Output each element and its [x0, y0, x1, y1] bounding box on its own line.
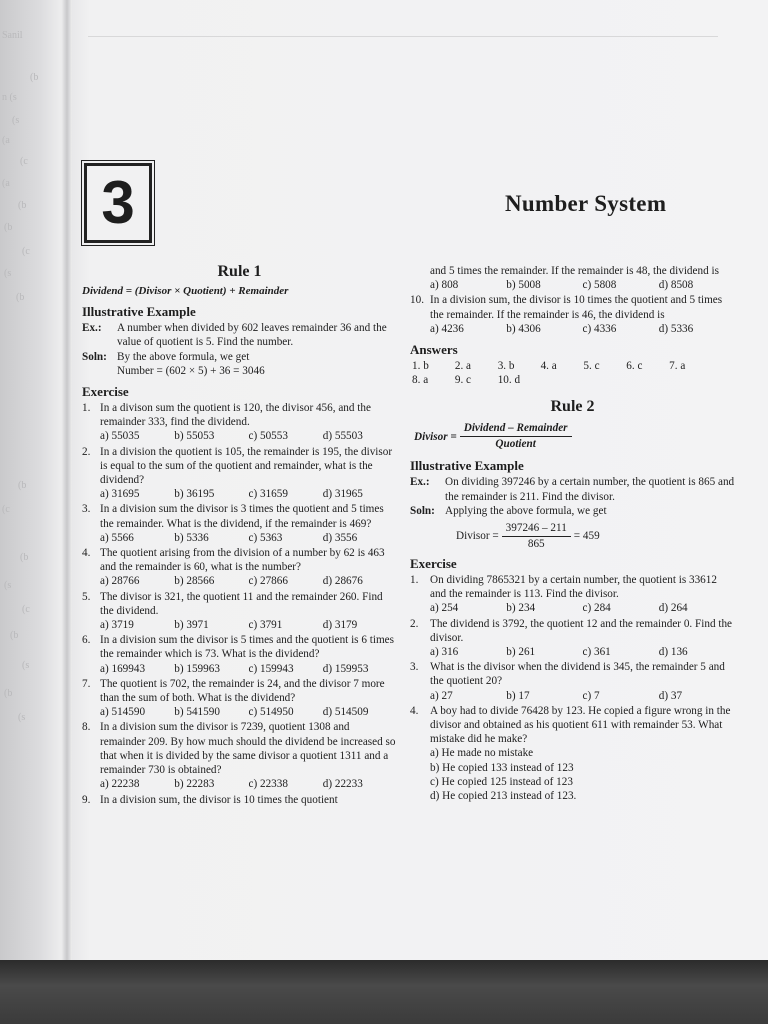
question-text: In a division sum the divisor is 5 times and the quotient is 6 times the remainder which is 73. What is the dividend? [100, 634, 394, 661]
question-number: 8. [82, 721, 91, 734]
question-text: In a divison sum the quotient is 120, the divisor 456, and the remainder 333, find the dividend. [100, 402, 371, 429]
formula-lhs: Divisor = [414, 430, 457, 443]
question-options [82, 705, 397, 719]
option: c) 514950 [248, 706, 294, 719]
option: a) 28766 [100, 575, 140, 588]
soln-text: By the above formula, we get [117, 350, 250, 363]
question-text: In a division sum, the divisor is 10 times the quotient [100, 793, 338, 806]
rule2-title: Rule 2 [550, 398, 595, 416]
question-number: 3. [410, 661, 419, 674]
calc-lhs: Divisor = [456, 530, 499, 543]
answer-item: 6. c [626, 360, 643, 373]
q9-options [410, 278, 735, 292]
option: b) 5008 [506, 279, 541, 292]
soln-label: Soln: [410, 504, 435, 517]
question-number: 2. [410, 617, 419, 630]
answer-item: 4. a [540, 360, 557, 373]
ex-label: Ex.: [82, 322, 102, 335]
option: c) 22338 [248, 778, 288, 791]
rule2-example-heading: Illustrative Example [410, 458, 524, 474]
option: a) 27 [430, 689, 453, 702]
option: b) 36195 [174, 488, 215, 501]
right-column [410, 264, 735, 803]
question-options [410, 645, 735, 659]
exercise-question [82, 633, 397, 661]
rule2-q4-options [410, 746, 735, 803]
option: a) 254 [430, 602, 459, 615]
question-options [410, 601, 735, 615]
question-number: 9. [82, 793, 91, 806]
rule1-solution [82, 350, 397, 364]
rule2-exercise-list [410, 573, 735, 746]
rule1-formula: Dividend = (Divisor × Quotient) + Remainder [82, 285, 289, 297]
question-number: 1. [82, 402, 91, 415]
option: d) 37 [658, 689, 683, 702]
question-options [82, 777, 397, 791]
option: c) He copied 125 instead of 123 [430, 775, 573, 788]
formula-numerator: Dividend – Remainder [460, 421, 572, 437]
answer-item: 9. c [454, 374, 471, 387]
exercise-question [410, 617, 735, 645]
option: c) 31659 [248, 488, 288, 501]
option: a) 4236 [430, 322, 464, 335]
question-options [82, 662, 397, 676]
option: b) 22283 [174, 778, 215, 791]
question-number: 10. [410, 294, 424, 307]
option: a) 22238 [100, 778, 140, 791]
option: c) 284 [582, 602, 611, 615]
option: b) He copied 133 instead of 123 [430, 761, 574, 774]
ex-text: A number when divided by 602 leaves remainder 36 and the value of quotient is 5. Find the number. [117, 322, 387, 349]
exercise-question [410, 704, 735, 747]
ex-label: Ex.: [410, 476, 430, 489]
answers-grid [410, 359, 712, 387]
option: a) 31695 [100, 488, 140, 501]
rule2-formula [410, 421, 735, 452]
option: b) 261 [506, 646, 536, 659]
question-number: 2. [82, 445, 91, 458]
exercise-question [410, 660, 735, 688]
question-text: In a division sum, the divisor is 10 times the quotient and 5 times the remainder. If the remainder is 46, the dividend is [430, 294, 723, 321]
option: b) 55053 [174, 430, 215, 443]
option: a) 3719 [100, 619, 134, 632]
question-text: In a division sum the divisor is 3 times the quotient and 5 times the remainder. What is the dividend, if the remainder is 469? [100, 503, 384, 530]
question-options [82, 487, 397, 501]
question-number: 4. [410, 704, 419, 717]
option: c) 3791 [248, 619, 283, 632]
option: a) 169943 [100, 662, 146, 675]
question-text: In a division the quotient is 105, the remainder is 195, the divisor is equal to the sum of the quotient and remainder, what is the dividend? [100, 445, 393, 487]
rule1-title: Rule 1 [217, 263, 262, 280]
rule1-example-heading: Illustrative Example [82, 304, 196, 320]
exercise-question [410, 573, 735, 601]
rule1-example [82, 321, 397, 349]
option: d) 22233 [322, 778, 363, 791]
option: a) 514590 [100, 706, 146, 719]
q9-continuation: and 5 times the remainder. If the remainder is 48, the dividend is [430, 265, 719, 277]
answer-item: 5. c [583, 360, 600, 373]
question-text: What is the divisor when the dividend is 345, the remainder 5 and the quotient 20? [430, 661, 725, 688]
soln-label: Soln: [82, 350, 107, 363]
option: b) 234 [506, 602, 536, 615]
rule1-exercise-heading: Exercise [82, 384, 129, 400]
option: c) 5808 [582, 279, 617, 292]
ex-text: On dividing 397246 by a certain number, the quotient is 865 and the remainder is 211. Find the divisor. [445, 476, 735, 503]
question-options [82, 429, 397, 443]
exercise-question [82, 445, 397, 488]
exercise-question [82, 677, 397, 705]
option: d) He copied 213 instead of 123. [430, 790, 577, 803]
formula-fraction [460, 421, 572, 452]
chapter-number-box: 3 [84, 163, 152, 243]
answer-item: 3. b [497, 360, 515, 373]
question-number: 3. [82, 503, 91, 516]
exercise-question [82, 401, 397, 429]
question-number: 7. [82, 677, 91, 690]
option: a) 5566 [100, 531, 134, 544]
option: c) 5363 [248, 531, 283, 544]
question-number: 6. [82, 634, 91, 647]
question-text: The quotient arising from the division of a number by 62 is 463 and the remainder is 60, what is the number? [100, 547, 385, 574]
question-text: On dividing 7865321 by a certain number, the quotient is 33612 and the remainder is 113. Find the divisor. [430, 574, 717, 601]
soln-text: Applying the above formula, we get [445, 504, 607, 517]
option: b) 5336 [174, 531, 209, 544]
question-options [82, 574, 397, 588]
question-options [410, 322, 735, 336]
chapter-title: Number System [505, 191, 667, 216]
exercise-question [82, 590, 397, 618]
option: b) 17 [506, 689, 530, 702]
option: d) 264 [658, 602, 688, 615]
option: d) 3556 [322, 531, 358, 544]
option: d) 8508 [658, 279, 694, 292]
book-gutter [62, 0, 72, 960]
option: b) 541590 [174, 706, 220, 719]
left-column [82, 262, 397, 807]
exercise-question [410, 293, 735, 321]
option: d) 3179 [322, 619, 358, 632]
option: d) 28676 [322, 575, 363, 588]
rule2-exercise-heading: Exercise [410, 556, 457, 572]
previous-page-edge: Sanil (b n (s (s (a (c (a (b (b (c (s (b (b (c (b (s (c (b (s (b (s [2, 30, 39, 723]
question-text: The quotient is 702, the remainder is 24, and the divisor 7 more than the sum of both. What is the dividend? [100, 677, 385, 705]
answer-item: 2. a [454, 360, 471, 373]
question-options [82, 618, 397, 632]
option: d) 159953 [322, 662, 369, 675]
option: b) 4306 [506, 322, 541, 335]
option: b) 3971 [174, 619, 209, 632]
exercise-question [82, 546, 397, 574]
q10 [410, 293, 735, 336]
option: c) 361 [582, 646, 611, 659]
rule1-exercise-list [82, 401, 397, 807]
option: c) 7 [582, 689, 600, 702]
option: b) 28566 [174, 575, 215, 588]
answer-item: 8. a [412, 374, 429, 387]
answer-item: 7. a [669, 360, 686, 373]
question-text: In a division sum the divisor is 7239, quotient 1308 and remainder 209. By how much should the dividend be increased so that when it is divided by the same divisor a quotient 1311 and a remainder 730 is obtained? [100, 721, 396, 777]
question-number: 1. [410, 574, 419, 587]
option: c) 4336 [582, 322, 617, 335]
option: c) 27866 [248, 575, 288, 588]
scanner-background [0, 960, 768, 1024]
option: d) 55503 [322, 430, 363, 443]
formula-denominator: Quotient [495, 438, 536, 451]
question-text: The divisor is 321, the quotient 11 and the remainder 260. Find the dividend. [100, 590, 383, 617]
rule2-example [410, 475, 735, 503]
option: c) 50553 [248, 430, 288, 443]
question-options [82, 531, 397, 545]
question-options [410, 689, 735, 703]
question-number: 4. [82, 547, 91, 560]
question-text: A boy had to divide 76428 by 123. He copied a figure wrong in the divisor and obtained as his quotient 611 with remainder 53. What mistake did he make? [430, 704, 731, 746]
option: d) 514509 [322, 706, 369, 719]
calc-numerator: 397246 – 211 [502, 521, 571, 537]
question-number: 5. [82, 590, 91, 603]
bleed-through-header [88, 36, 718, 37]
rule2-solution [410, 504, 735, 518]
option: a) 55035 [100, 430, 140, 443]
rule2-calculation [410, 521, 735, 552]
soln-result: Number = (602 × 5) + 36 = 3046 [117, 364, 265, 377]
option: a) 316 [430, 646, 459, 659]
option: d) 31965 [322, 488, 363, 501]
calc-result: = 459 [573, 530, 600, 543]
exercise-question [82, 502, 397, 530]
option: d) 5336 [658, 322, 694, 335]
option: a) 808 [430, 279, 459, 292]
option: d) 136 [658, 646, 688, 659]
calc-denominator: 865 [527, 538, 545, 551]
option: c) 159943 [248, 662, 294, 675]
calc-fraction [502, 521, 571, 552]
option: a) He made no mistake [430, 747, 534, 760]
answers-heading: Answers [410, 342, 458, 358]
question-text: The dividend is 3792, the quotient 12 and the remainder 0. Find the divisor. [430, 617, 733, 644]
answer-item: 10. d [497, 374, 521, 387]
option: b) 159963 [174, 662, 220, 675]
answer-item: 1. b [412, 360, 429, 373]
exercise-question [82, 793, 397, 807]
exercise-question [82, 720, 397, 777]
